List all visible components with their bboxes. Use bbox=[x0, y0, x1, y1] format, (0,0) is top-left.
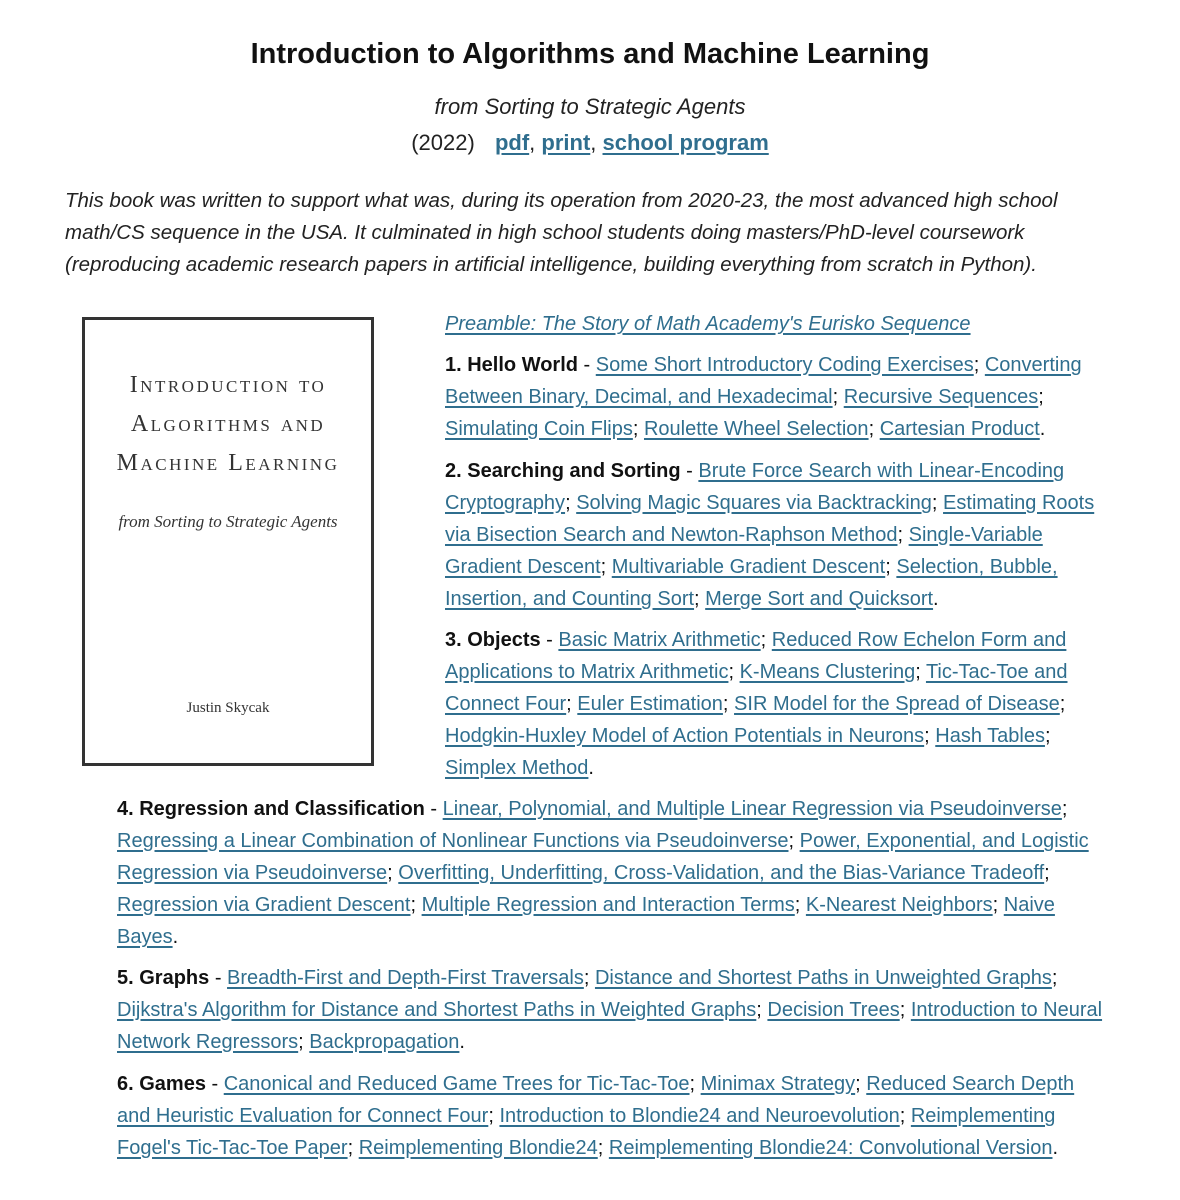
topic-link[interactable]: Brute Force Search with Linear-Encoding Cryptography bbox=[445, 460, 1065, 514]
topic-link[interactable]: Roulette Wheel Selection bbox=[643, 418, 869, 440]
cover-title-line: Introduction to bbox=[129, 372, 327, 398]
pdf-link[interactable]: pdf bbox=[494, 130, 530, 155]
topic-link[interactable]: Linear, Polynomial, and Multiple Linear Regression via Pseudoinverse bbox=[442, 798, 1062, 820]
topic-link[interactable]: Hodgkin-Huxley Model of Action Potentials in Neurons bbox=[445, 725, 925, 747]
book-description: This book was written to support what was, during its operation from 2020-23, the most advanced high school math/CS sequence in the USA. It culminated in high school students doing masters/PhD-level coursework (reproducing academic research papers in artificial intelligence, building everything from scratch in Python). bbox=[65, 189, 1058, 276]
topic-link[interactable]: Converting Between Binary, Decimal, and Hexadecimal bbox=[445, 354, 1082, 408]
cover-author: Justin Skycak bbox=[186, 700, 270, 716]
topic-link[interactable]: Breadth-First and Depth-First Traversals bbox=[227, 967, 584, 989]
topic-link[interactable]: Estimating Roots via Bisection Search and Newton-Raphson Method bbox=[445, 492, 1095, 546]
topic-link[interactable]: Reduced Search Depth and Heuristic Evaluation for Connect Four bbox=[117, 1073, 1075, 1127]
topic-link[interactable]: Simplex Method bbox=[445, 757, 589, 779]
topic-link[interactable]: Recursive Sequences bbox=[843, 386, 1039, 408]
chapter-3: 3. Objects - Basic Matrix Arithmetic; Reduced Row Echelon Form and Applications to Matrix Arithmetic; K-Means Clustering; Tic-Tac-Toe and Connect Four; Euler Estimation; SIR Model for the Spread of Disease; Hodgkin-Huxley Model of Action Potentials in Neurons; Hash Tables; Simplex Method. bbox=[445, 629, 1068, 779]
topic-link[interactable]: Multiple Regression and Interaction Terms bbox=[421, 894, 795, 916]
chapter-title: 1. Hello World bbox=[445, 354, 578, 376]
topic-link[interactable]: Decision Trees bbox=[767, 999, 900, 1021]
chapter-1: 1. Hello World - Some Short Introductory Coding Exercises; Converting Between Binary, Decimal, and Hexadecimal; Recursive Sequences; Simulating Coin Flips; Roulette Wheel Selection; Cartesian Product. bbox=[445, 354, 1082, 440]
page-title: Introduction to Algorithms and Machine Learning bbox=[250, 38, 930, 70]
chapter-title: 5. Graphs bbox=[117, 967, 210, 989]
topic-link[interactable]: Regressing a Linear Combination of Nonlinear Functions via Pseudoinverse bbox=[117, 830, 789, 852]
chapter-title: 3. Objects bbox=[445, 629, 541, 651]
chapter-2: 2. Searching and Sorting - Brute Force Search with Linear-Encoding Cryptography; Solving Magic Squares via Backtracking; Estimating Roots via Bisection Search and Newton-Raphson Method; Single-Variable Gradient Descent; Multivariable Gradient Descent; Selection, Bubble, Insertion, and Counting Sort; Merge Sort and Quicksort. bbox=[445, 460, 1095, 610]
links-row: (2022) pdf, print, school program bbox=[411, 130, 769, 155]
topic-link[interactable]: Merge Sort and Quicksort bbox=[705, 588, 934, 610]
topic-link[interactable]: Canonical and Reduced Game Trees for Tic-Tac-Toe bbox=[223, 1073, 690, 1095]
topic-link[interactable]: Distance and Shortest Paths in Unweighted Graphs bbox=[594, 967, 1052, 989]
topic-link[interactable]: Some Short Introductory Coding Exercises bbox=[595, 354, 974, 376]
topic-link[interactable]: Naive Bayes bbox=[117, 894, 1055, 948]
topic-link[interactable]: Introduction to Neural Network Regressors bbox=[117, 999, 1103, 1053]
topic-link[interactable]: Reimplementing Fogel's Tic-Tac-Toe Paper bbox=[117, 1105, 1056, 1159]
print-link[interactable]: print bbox=[541, 130, 591, 155]
topic-link[interactable]: Single-Variable Gradient Descent bbox=[445, 524, 1043, 578]
cover-title bbox=[85, 366, 371, 483]
topic-link[interactable]: Reimplementing Blondie24: Convolutional Version bbox=[608, 1137, 1053, 1159]
page-subtitle: from Sorting to Strategic Agents bbox=[434, 94, 746, 119]
cover-title-line: Machine Learning bbox=[116, 450, 340, 476]
chapter-title: 4. Regression and Classification bbox=[117, 798, 425, 820]
topic-link[interactable]: SIR Model for the Spread of Disease bbox=[734, 693, 1060, 715]
topic-link[interactable]: Reimplementing Blondie24 bbox=[358, 1137, 598, 1159]
topic-link[interactable]: Power, Exponential, and Logistic Regression via Pseudoinverse bbox=[117, 830, 1089, 884]
topic-link[interactable]: Backpropagation bbox=[309, 1031, 460, 1053]
chapter-title: 6. Games bbox=[117, 1073, 206, 1095]
topic-link[interactable]: Multivariable Gradient Descent bbox=[611, 556, 886, 578]
topic-link[interactable]: Solving Magic Squares via Backtracking bbox=[576, 492, 932, 514]
topic-link[interactable]: Basic Matrix Arithmetic bbox=[558, 629, 761, 651]
topic-link[interactable]: K-Means Clustering bbox=[739, 661, 916, 683]
topic-link[interactable]: Minimax Strategy bbox=[700, 1073, 856, 1095]
chapter-6: 6. Games - Canonical and Reduced Game Trees for Tic-Tac-Toe; Minimax Strategy; Reduced Search Depth and Heuristic Evaluation for Connect Four; Introduction to Blondie24 and Neuroevolution; Reimplementing Fogel's Tic-Tac-Toe Paper; Reimplementing Blondie24; Reimplementing Blondie24: Convolutional Version. bbox=[117, 1073, 1075, 1159]
school-program-link[interactable]: school program bbox=[602, 130, 769, 155]
book-cover-image bbox=[82, 317, 374, 766]
topic-link[interactable]: Cartesian Product bbox=[879, 418, 1040, 440]
topic-link[interactable]: Hash Tables bbox=[935, 725, 1045, 747]
chapter-5: 5. Graphs - Breadth-First and Depth-First Traversals; Distance and Shortest Paths in Unweighted Graphs; Dijkstra's Algorithm for Distance and Shortest Paths in Weighted Graphs; Decision Trees; Introduction to Neural Network Regressors; Backpropagation. bbox=[117, 967, 1103, 1053]
chapter-title: 2. Searching and Sorting bbox=[445, 460, 681, 482]
topic-link[interactable]: Introduction to Blondie24 and Neuroevolution bbox=[499, 1105, 900, 1127]
topic-link[interactable]: Simulating Coin Flips bbox=[445, 418, 633, 440]
topic-link[interactable]: Euler Estimation bbox=[577, 693, 723, 715]
preamble-link[interactable]: Preamble: The Story of Math Academy's Eurisko Sequence bbox=[445, 313, 971, 335]
cover-subtitle: from Sorting to Strategic Agents bbox=[118, 512, 338, 531]
cover-title-line: Algorithms and bbox=[130, 411, 326, 437]
topic-link[interactable]: Reduced Row Echelon Form and Applications to Matrix Arithmetic bbox=[445, 629, 1067, 683]
year-label: (2022) bbox=[411, 130, 475, 155]
chapter-4: 4. Regression and Classification - Linear, Polynomial, and Multiple Linear Regression via Pseudoinverse; Regressing a Linear Combination of Nonlinear Functions via Pseudoinverse; Power, Exponential, and Logistic Regression via Pseudoinverse; Overfitting, Underfitting, Cross-Validation, and the Bias-Variance Tradeoff; Regression via Gradient Descent; Multiple Regression and Interaction Terms; K-Nearest Neighbors; Naive Bayes. bbox=[117, 798, 1089, 948]
topic-link[interactable]: Regression via Gradient Descent bbox=[117, 894, 411, 916]
topic-link[interactable]: Selection, Bubble, Insertion, and Counting Sort bbox=[445, 556, 1058, 610]
topic-link[interactable]: Dijkstra's Algorithm for Distance and Shortest Paths in Weighted Graphs bbox=[117, 999, 757, 1021]
topic-link[interactable]: Tic-Tac-Toe and Connect Four bbox=[445, 661, 1068, 715]
topic-link[interactable]: Overfitting, Underfitting, Cross-Validation, and the Bias-Variance Tradeoff bbox=[398, 862, 1045, 884]
topic-link[interactable]: K-Nearest Neighbors bbox=[805, 894, 993, 916]
